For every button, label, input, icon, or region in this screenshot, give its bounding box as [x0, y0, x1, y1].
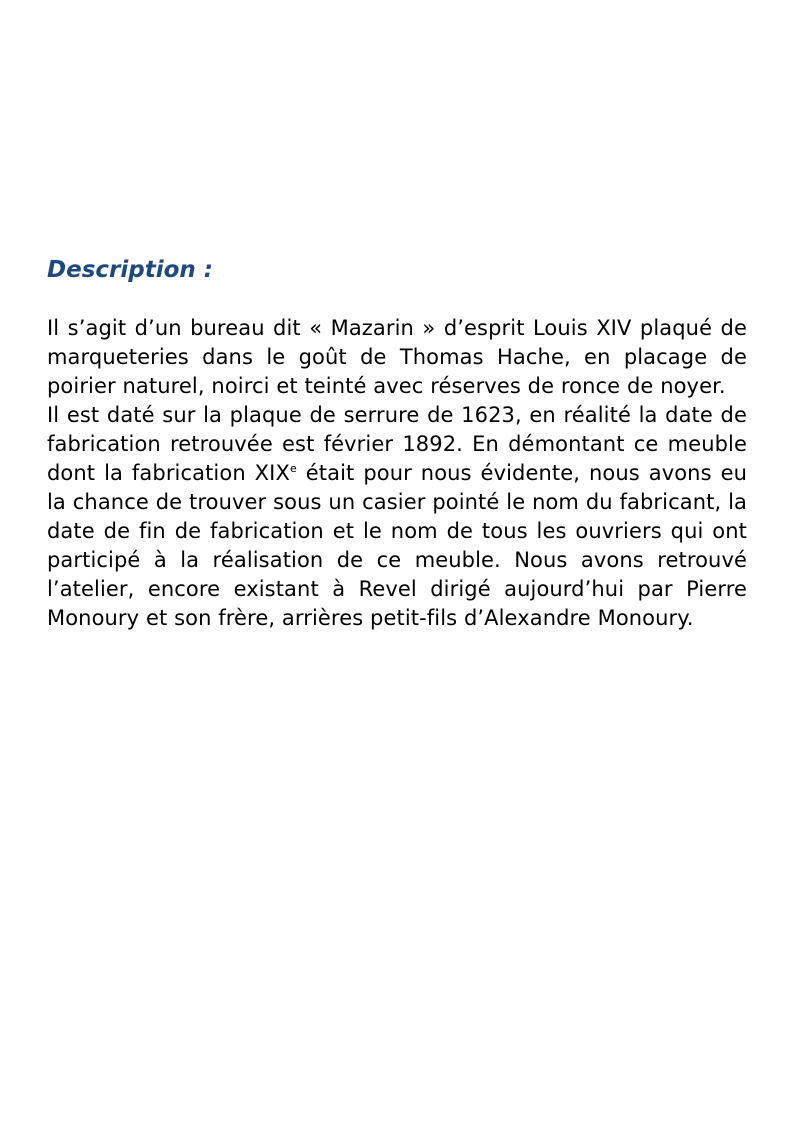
description-paragraph-2 [47, 401, 747, 633]
section-heading: Description : [47, 257, 213, 283]
paragraph-2-text-before: Il est daté sur la plaque de serrure de 1623, en réalité la date de fabrication retrouvée est février 1892. En démontant ce meuble dont la fabrication XIX [47, 403, 747, 485]
paragraph-2-text-after: était pour nous évidente, nous avons eu la chance de trouver sous un casier pointé le nom du fabricant, la date de fin de fabrication et le nom de tous les ouvriers qui ont participé à la réalisation de ce meuble. Nous avons retrouvé l’atelier, encore existant à Revel dirigé aujourd’hui par Pierre Monoury et son frère, arrières petit-fils d’Alexandre Monoury. [47, 461, 748, 630]
description-paragraph-1: Il s’agit d’un bureau dit « Mazarin » d’esprit Louis XIV plaqué de marqueteries dans le goût de Thomas Hache, en placage de poirier naturel, noirci et teinté avec réserves de ronce de noyer. [47, 316, 747, 398]
document-page [47, 254, 747, 633]
century-superscript: e [289, 462, 297, 475]
